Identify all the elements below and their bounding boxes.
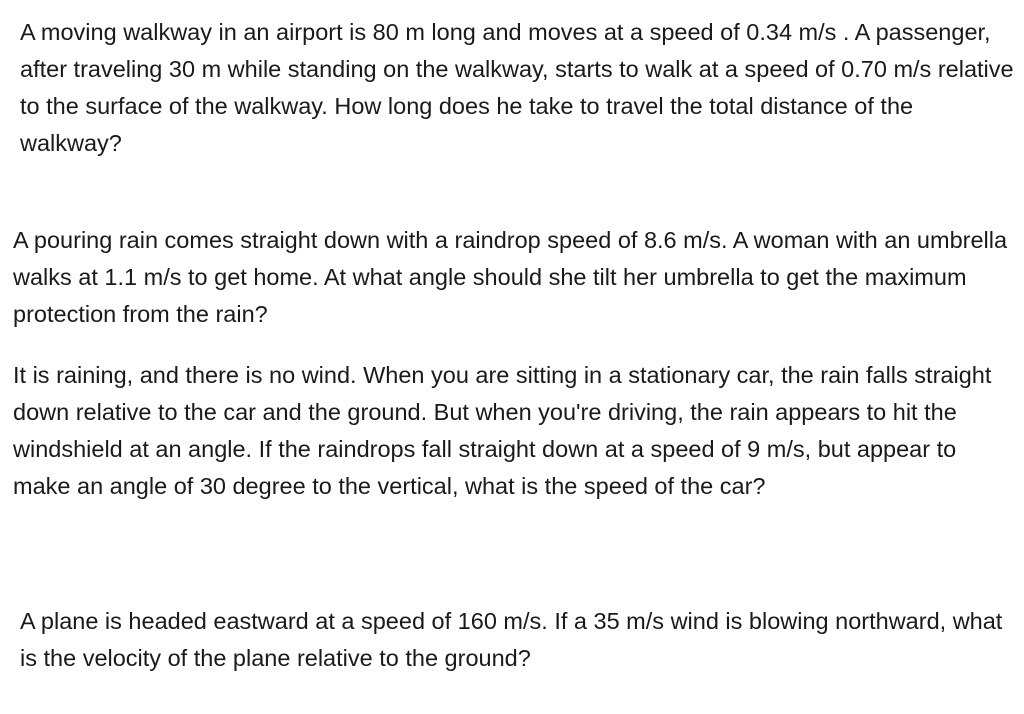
- problem-plane-wind: A plane is headed eastward at a speed of 160 m/s. If a 35 m/s wind is blowing northward, what is the velocity of the plane relative to the ground?: [20, 608, 1003, 671]
- problem-umbrella: A pouring rain comes straight down with a raindrop speed of 8.6 m/s. A woman with an umbrella walks at 1.1 m/s to get home. At what angle should she tilt her umbrella to get the maximum protection from the rain?: [13, 227, 1008, 327]
- problem-rain-car: It is raining, and there is no wind. When you are sitting in a stationary car, the rain falls straight down relative to the car and the ground. But when you're driving, the rain appears to hit the windshield at an angle. If the raindrops fall straight down at a speed of 9 m/s, but appear to make an angle of 30 degree to the vertical, what is the speed of the car?: [13, 362, 992, 499]
- problem-walkway: A moving walkway in an airport is 80 m long and moves at a speed of 0.34 m/s . A passenger, after traveling 30 m while standing on the walkway, starts to walk at a speed of 0.70 m/s relative to the surface of the walkway. How long does he take to travel the total distance of the walkway?: [20, 19, 1014, 156]
